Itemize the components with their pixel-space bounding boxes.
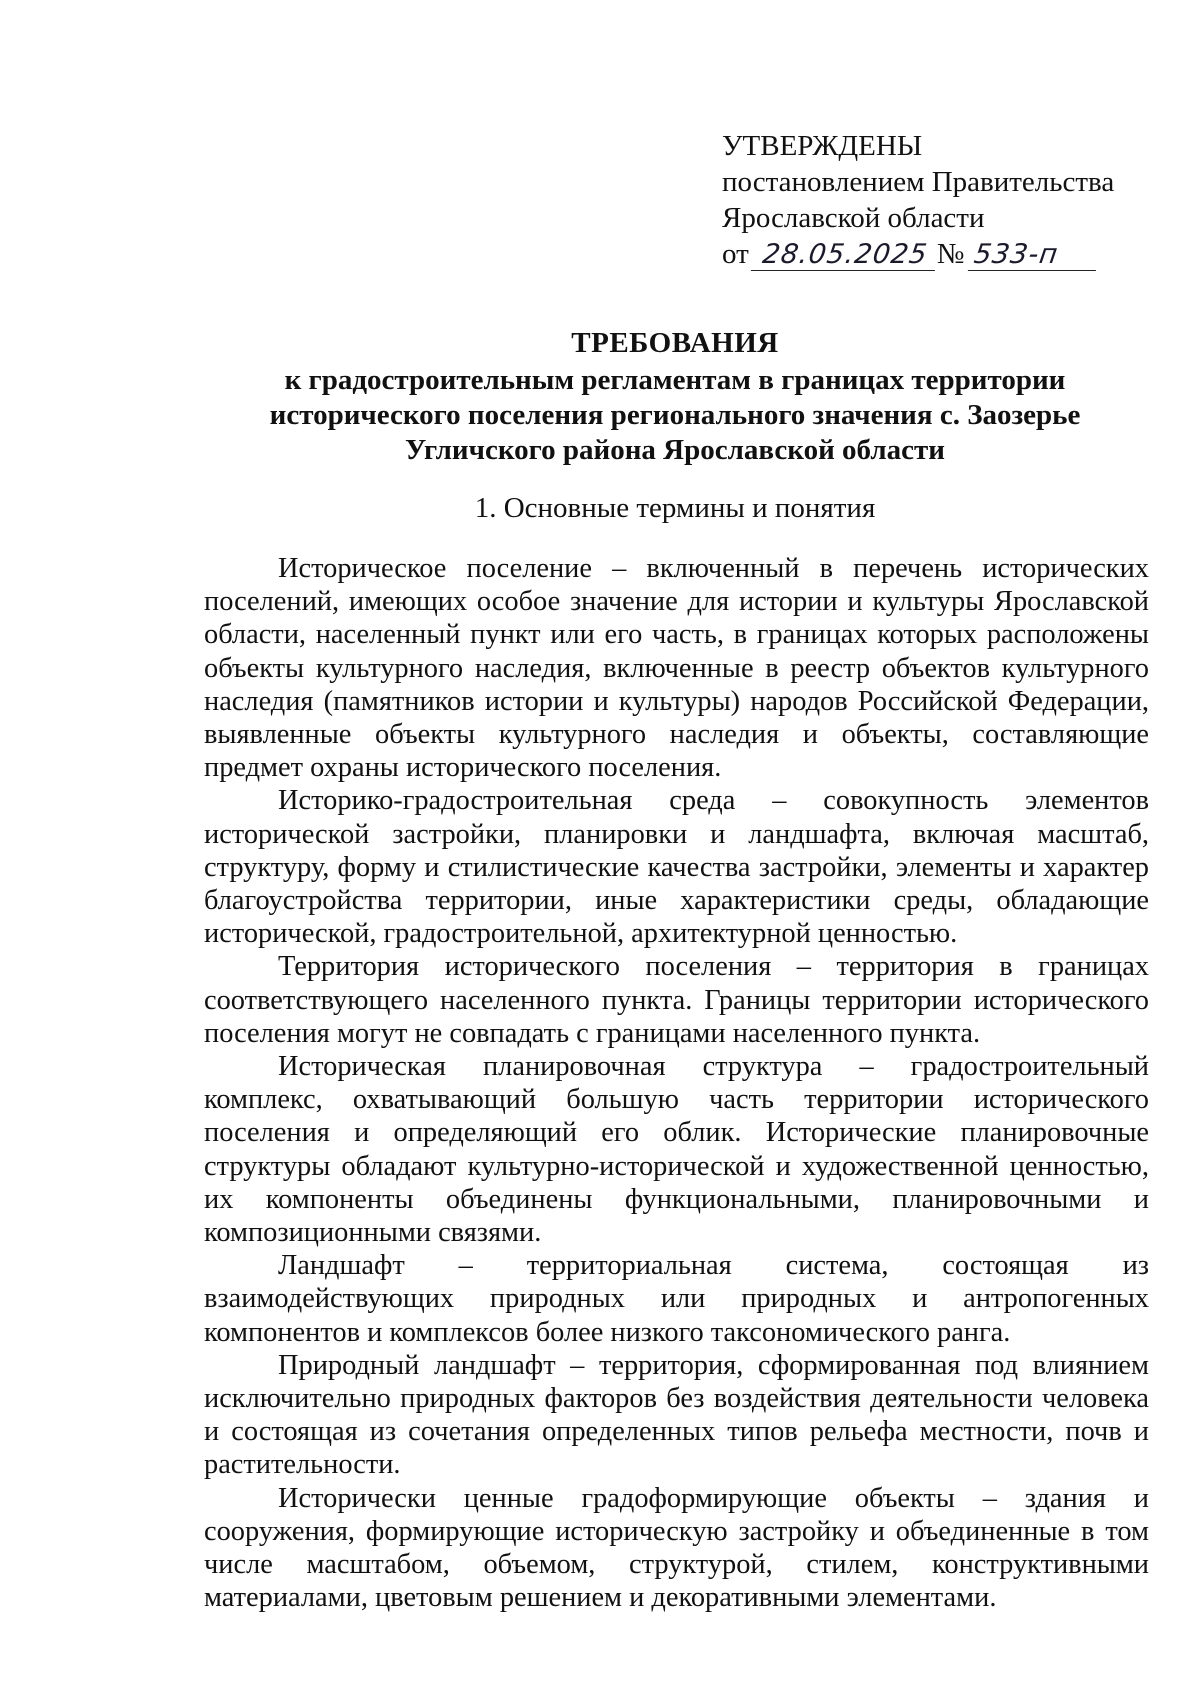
paragraph-valuable-objects: Исторически ценные градоформирующие объекты – здания и сооружения, формирующие историческую застройку и объединенные в том числе масштабом, объемом, структурой, стилем, конструктивными материалами, цветовым решением и декоративными элементами. <box>204 1482 1149 1614</box>
section-heading: 1. Основные термины и понятия <box>474 492 876 524</box>
title-line-2: исторического поселения регионального значения с. Заозерье <box>269 399 1081 431</box>
handwritten-date: 28.05.2025 <box>751 240 939 271</box>
title-line-3: Угличского района Ярославской области <box>405 434 945 466</box>
paragraph-settlement-territory: Территория исторического поселения – территория в границах соответствующего населенного пункта. Границы территории исторического поселения могут не совпадать с границами населенного пункта. <box>204 951 1149 1049</box>
body-text <box>204 552 1149 1615</box>
handwritten-number: 533-п <box>968 240 1100 271</box>
date-prefix: от <box>722 238 749 270</box>
title-line-1: к градостроительным регламентам в границах территории <box>284 364 1066 396</box>
title-main: ТРЕБОВАНИЯ <box>571 327 779 359</box>
approval-block <box>722 128 1162 272</box>
paragraph-historical-settlement: Историческое поселение – включенный в перечень исторических поселений, имеющих особое значение для истории и культуры Ярославской области, населенный пункт или его часть, в границах которых расположены объекты культурного наследия, включенные в реестр объектов культурного наследия (памятников истории и культуры) народов Российской Федерации, выявленные объекты культурного наследия и объекты, составляющие предмет охраны исторического поселения. <box>204 553 1149 784</box>
document-title <box>150 326 1200 468</box>
approval-region: Ярославской области <box>722 202 985 234</box>
paragraph-natural-landscape: Природный ландшафт – территория, сформированная под влиянием исключительно природных факторов без воздействия деятельности человека и состоящая из сочетания определенных типов рельефа местности, почв и растительности. <box>204 1349 1149 1481</box>
approval-authority: постановлением Правительства <box>722 166 1115 198</box>
approval-date-number <box>722 236 1162 272</box>
number-sign: № <box>936 238 965 270</box>
paragraph-urban-environment: Историко-градостроительная среда – совокупность элементов исторической застройки, планировки и ландшафта, включая масштаб, структуру, форму и стилистические качества застройки, элементы и характер благоустройства территории, иные характеристики среды, обладающие исторической, градостроительной, архитектурной ценностью. <box>204 785 1149 950</box>
paragraph-planning-structure: Историческая планировочная структура – градостроительный комплекс, охватывающий большую часть территории исторического поселения и определяющий его облик. Исторические планировочные структуры обладают культурно-исторической и художественной ценностью, их компоненты объединены функциональными, планировочными и композиционными связями. <box>204 1051 1149 1249</box>
paragraph-landscape: Ландшафт – территориальная система, состоящая из взаимодействующих природных или природных и антропогенных компонентов и комплексов более низкого таксономического ранга. <box>204 1250 1149 1348</box>
approval-heading: УТВЕРЖДЕНЫ <box>722 130 923 162</box>
